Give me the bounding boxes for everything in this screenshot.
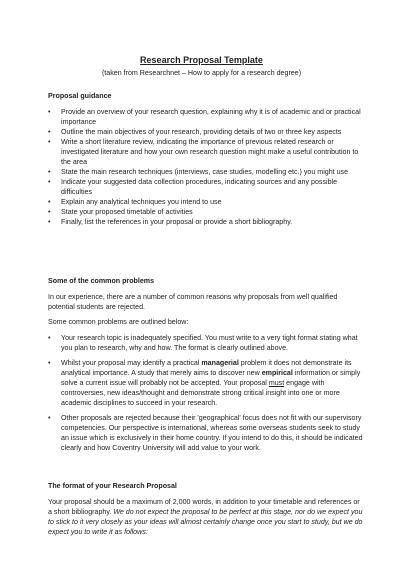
problems-lead: Some common problems are outlined below: <box>48 318 189 326</box>
list-item: • Provide an overview of your research question, explaining why it is of academic and or practical importance <box>48 107 363 127</box>
problems-intro: In our experience, there are a number of common reasons why proposals from well qualified potential students are rejected. <box>48 293 338 311</box>
list-item: • Your research topic is inadequately specified. You must write to a very tight format stating what you plan to research, why and how. The format is clearly outlined above. <box>48 333 363 353</box>
emphasis-managerial: managerial <box>201 359 239 367</box>
format-heading: The format of your Research Proposal <box>48 482 177 490</box>
list-item: • Other proposals are rejected because their 'geographical' focus does not fit with our supervisory competencies. Our perspective is international, whereas some overseas students seek to study an issue which is exclusively in their home country. If you intend to do this, it should be indicated clearly and how Coventry University will add value to your work. <box>48 413 363 453</box>
text-run: engage with controversies, new ideas/thought and demonstrate strong critical insight into one or more academic disciplines to succeed in your research. <box>61 379 340 407</box>
list-item: • Write a short literature review, indicating the importance of previous related research or investigated literature and how your own research question might make a useful contribution to the area <box>48 137 363 167</box>
text-run: Whilst your proposal may identify a practical <box>61 359 202 367</box>
guidance-heading: Proposal guidance <box>48 92 112 100</box>
list-item: • State the main research techniques (interviews, case studies, modelling etc.) you might use <box>48 167 363 177</box>
guidance-list <box>48 107 363 227</box>
format-section <box>48 481 363 537</box>
text-run: information or simply solve a current issue will probably not be accepted. Your proposal <box>61 369 361 387</box>
problems-heading: Some of the common problems <box>48 277 155 285</box>
list-item: • State your proposed timetable of activities <box>48 207 363 217</box>
text-run: problem it does not demonstrate its analytical importance. A study that merely aims to discover new <box>61 359 352 377</box>
emphasis-empirical: empirical <box>261 369 293 377</box>
problems-section <box>48 276 363 453</box>
list-item <box>48 358 363 408</box>
format-paragraph <box>48 497 363 537</box>
list-item: • Finally, list the references in your proposal or provide a short bibliography. <box>48 217 363 227</box>
guidance-section <box>48 91 363 227</box>
text-run: Your proposal should be a maximum of 2,000 words, in addition to your timetable and references or a short bibliography. <box>48 498 360 516</box>
list-item: • Outline the main objectives of your research, providing details of two or three key aspects <box>48 127 363 137</box>
problems-list <box>48 333 363 453</box>
list-item: • Indicate your suggested data collection procedures, indicating sources and any possible difficulties <box>48 177 363 197</box>
document-subtitle: (taken from Researchnet – How to apply for a research degree) <box>101 69 302 77</box>
italic-text-run: We do not expect the proposal to be perfect at this stage, nor do we expect you to stick to it very closely as your ideas will almost certainly change once you start to study, but we do expect you to write it as follows: <box>48 508 363 536</box>
emphasis-must: must <box>268 379 285 387</box>
list-item: • Explain any analytical techniques you intend to use <box>48 197 363 207</box>
document-title: Research Proposal Template <box>140 55 263 65</box>
